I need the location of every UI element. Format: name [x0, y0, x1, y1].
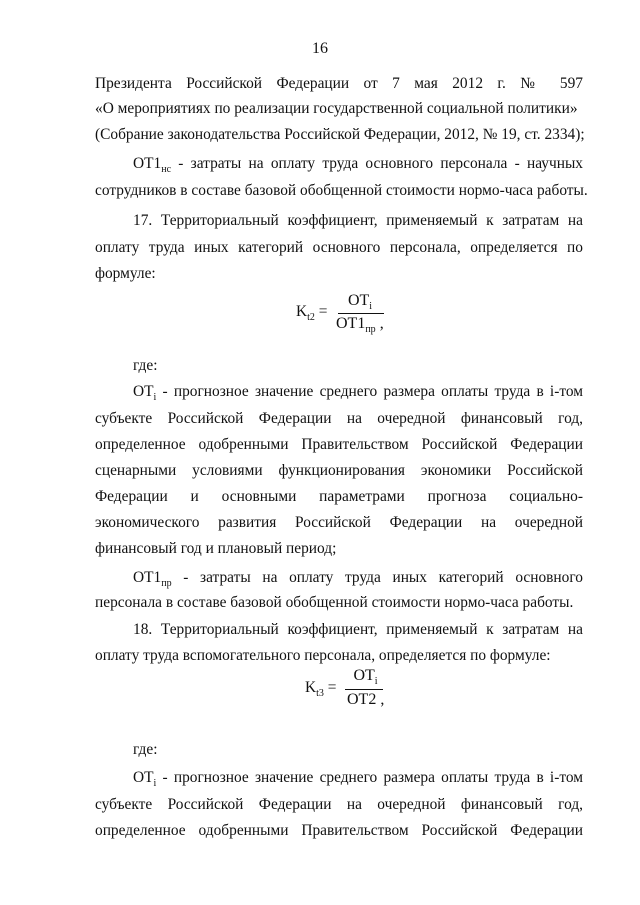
formula1-denominator: $OT1_{пр}$ , — [336, 315, 384, 336]
fraction-bar — [338, 313, 384, 314]
formula1-numerator: $OT_i$ — [347, 292, 373, 313]
formula-k-t3: $K_{t3}$ = — [305, 679, 337, 700]
paragraph-line: 17. Территориальный коэффициент, применяемый к затратам на — [133, 212, 583, 229]
paragraph-line: $ОТ1_{пр}$ - затраты на оплату труда иных категорий основного — [133, 569, 583, 590]
text-line: экономического развития Российской Федерации на очередной — [95, 514, 583, 531]
paragraph-line: 18. Территориальный коэффициент, применяемый к затратам на — [133, 621, 583, 638]
text-line: определенное одобренными Правительством Российской Федерации — [95, 822, 583, 839]
text-line: сотрудников в составе базовой обобщенной стоимости нормо-часа работы. — [95, 182, 588, 199]
text-line: где: — [133, 741, 158, 758]
text-line: определенное одобренными Правительством Российской Федерации — [95, 436, 583, 453]
text-line: субъекте Российской Федерации на очередной финансовый год, — [95, 796, 583, 813]
text-line: Президента Российской Федерации от 7 мая 2012 г. № 597 — [95, 75, 583, 92]
paragraph-line: $ОТ1_{нс}$ - затраты на оплату труда основного персонала - научных — [133, 155, 583, 176]
text-line: финансовый год и плановый период; — [95, 540, 337, 557]
text-line: Федерации и основными параметрами прогноза социально- — [95, 488, 583, 505]
text-line: где: — [133, 357, 158, 374]
text-line: персонала в составе базовой обобщенной стоимости нормо-часа работы. — [95, 594, 574, 611]
text-line: «О мероприятиях по реализации государственной социальной политики» — [95, 100, 578, 117]
text-line: оплату труда вспомогательного персонала, определяется по формуле: — [95, 647, 551, 664]
fraction-bar — [345, 689, 383, 690]
formula2-numerator: $OT_i$ — [353, 667, 378, 688]
formula2-denominator: OT2 , — [347, 691, 385, 708]
text-line: формуле: — [95, 265, 156, 282]
text-line: (Собрание законодательства Российской Федерации, 2012, № 19, ст. 2334); — [95, 126, 585, 143]
text-line: сценарными условиями функционирования экономики Российской — [95, 462, 583, 479]
paragraph-line: $ОТ_i$ - прогнозное значение среднего размера оплаты труда в i-том — [133, 769, 583, 790]
formula-k-t2: $K_{t2}$ = — [296, 303, 328, 324]
paragraph-line: $ОТ_i$ - прогнозное значение среднего размера оплаты труда в i-том — [133, 383, 583, 404]
text-line: субъекте Российской Федерации на очередной финансовый год, — [95, 410, 583, 427]
page-number: 16 — [312, 40, 328, 57]
text-line: оплату труда иных категорий основного персонала, определяется по — [95, 239, 583, 256]
